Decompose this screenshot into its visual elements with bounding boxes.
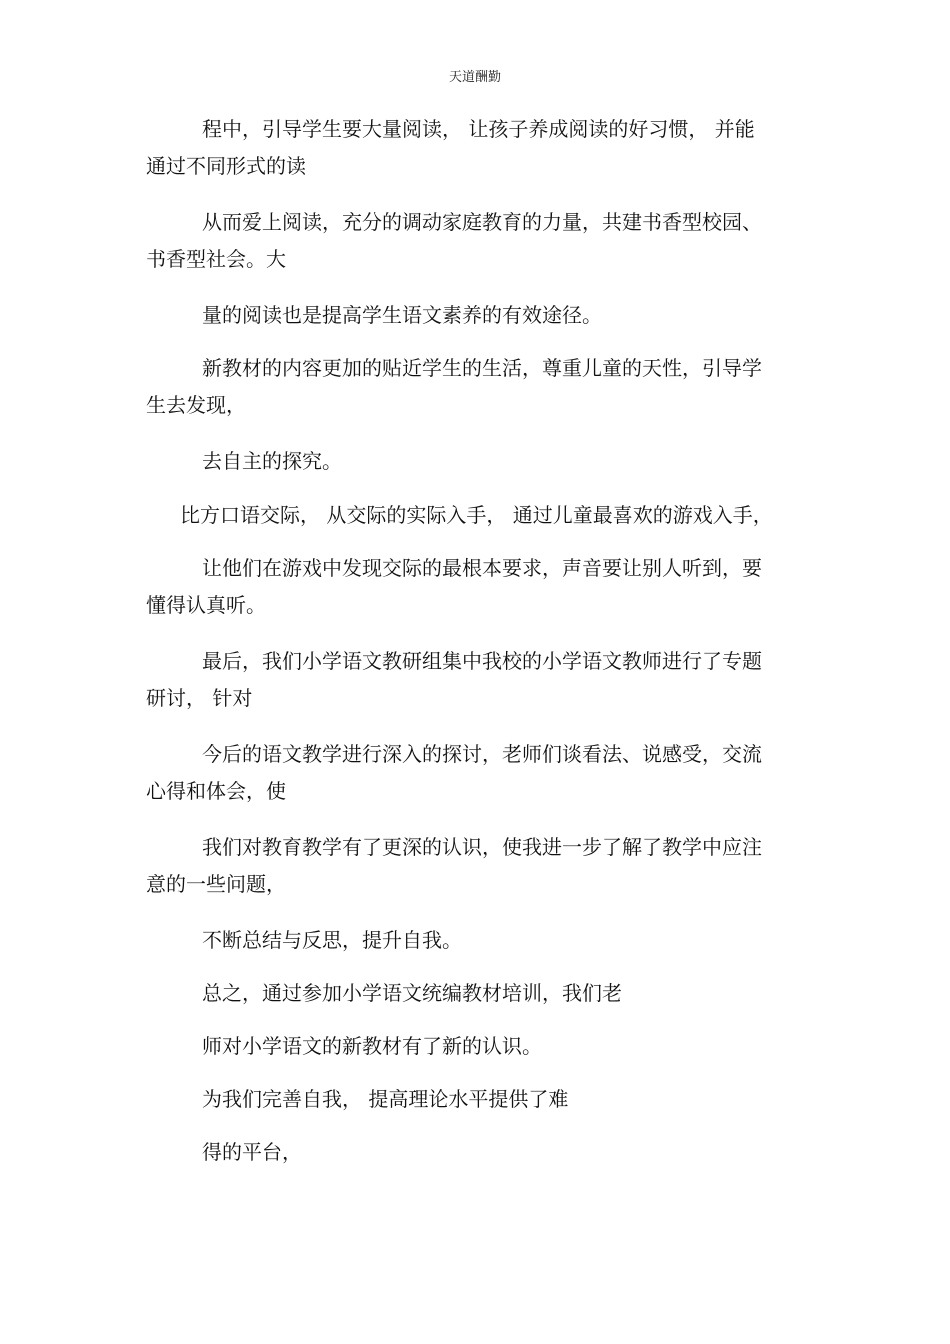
paragraph <box>146 204 806 278</box>
paragraph <box>146 922 806 959</box>
paragraph <box>180 497 840 534</box>
paragraph <box>146 975 806 1012</box>
page-header: 天道酬勤 <box>448 70 501 85</box>
paragraph <box>146 350 806 424</box>
text-line: 书香型社会。大 <box>146 247 286 271</box>
paragraph <box>146 550 806 624</box>
text-line: 得的平台， <box>202 1140 302 1164</box>
paragraph <box>146 1081 806 1118</box>
text-line: 为我们完善自我， 提高理论水平提供了难 <box>202 1087 569 1111</box>
text-line: 今后的语文教学进行深入的探讨，老师们谈看法、说感受，交流 <box>202 742 762 766</box>
text-line: 新教材的内容更加的贴近学生的生活，尊重儿童的天性，引导学 <box>202 356 762 380</box>
text-line: 从而爱上阅读，充分的调动家庭教育的力量，共建书香型校园、 <box>202 210 762 234</box>
text-line: 师对小学语文的新教材有了新的认识。 <box>202 1034 542 1058</box>
text-line: 比方口语交际， 从交际的实际入手， 通过儿童最喜欢的游戏入手， <box>180 503 773 527</box>
text-line: 意的一些问题， <box>146 872 286 896</box>
text-line: 量的阅读也是提高学生语文素养的有效途径。 <box>202 303 602 327</box>
paragraph <box>146 1134 806 1171</box>
text-line: 通过不同形式的读 <box>146 154 306 178</box>
text-line: 总之，通过参加小学语文统编教材培训，我们老 <box>202 981 622 1005</box>
text-line: 程中，引导学生要大量阅读， 让孩子养成阅读的好习惯， 并能 <box>202 117 755 141</box>
paragraph <box>146 443 806 480</box>
paragraph <box>146 1028 806 1065</box>
paragraph <box>146 829 806 903</box>
paragraph <box>146 111 806 185</box>
text-line: 不断总结与反思，提升自我。 <box>202 928 462 952</box>
paragraph <box>146 297 806 334</box>
paragraph <box>146 736 806 810</box>
text-line: 懂得认真听。 <box>146 593 266 617</box>
text-line: 我们对教育教学有了更深的认识，使我进一步了解了教学中应注 <box>202 835 762 859</box>
text-line: 让他们在游戏中发现交际的最根本要求，声音要让别人听到，要 <box>202 556 762 580</box>
text-line: 心得和体会，使 <box>146 779 286 803</box>
text-line: 去自主的探究。 <box>202 449 342 473</box>
text-line: 最后，我们小学语文教研组集中我校的小学语文教师进行了专题 <box>202 649 762 673</box>
paragraph <box>146 643 806 717</box>
text-line: 研讨， 针对 <box>146 686 253 710</box>
text-line: 生去发现， <box>146 393 246 417</box>
